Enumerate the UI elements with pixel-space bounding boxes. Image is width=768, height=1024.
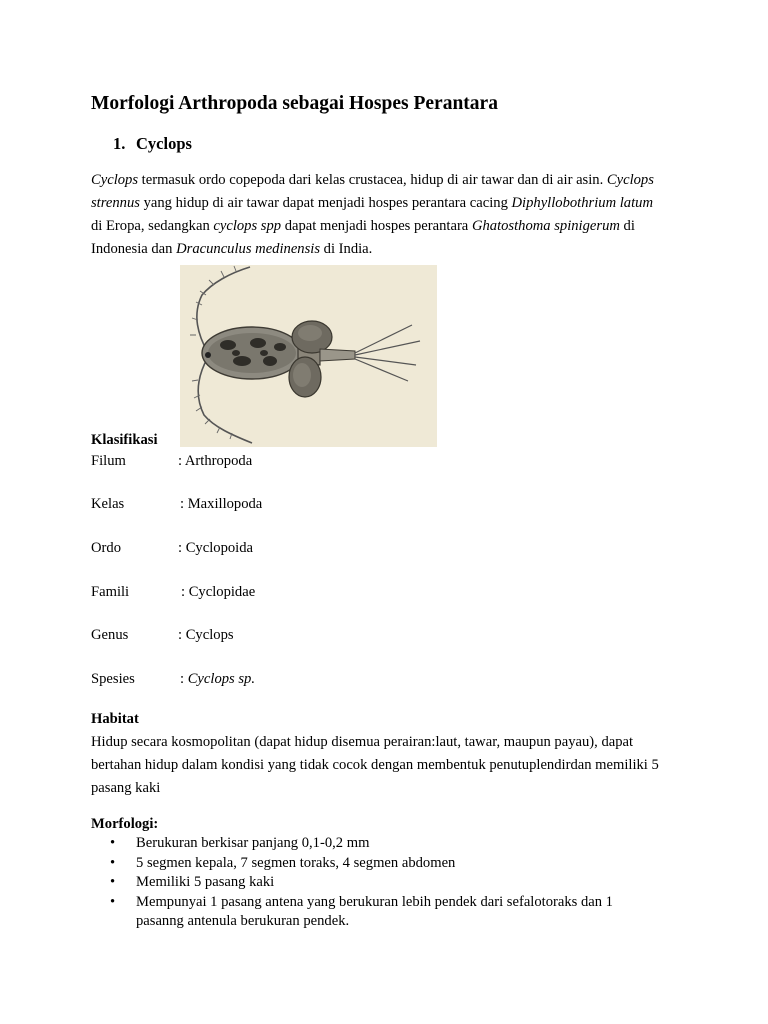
classification-value [180, 671, 255, 688]
bullet-icon: • [110, 854, 116, 871]
intro-line [91, 169, 691, 192]
italic-term: Diphyllobothrium latum [511, 195, 653, 211]
bullet-icon: • [110, 893, 116, 910]
intro-line [91, 215, 691, 238]
list-item [91, 854, 691, 874]
klasifikasi-heading: Klasifikasi [91, 432, 158, 448]
text-run: yang hidup di air tawar dapat menjadi hospes perantara cacing [139, 195, 512, 211]
list-item-text: 5 segmen kepala, 7 segmen toraks, 4 segmen abdomen [136, 854, 456, 871]
bullet-icon: • [110, 835, 116, 851]
cyclops-illustration-icon [180, 265, 437, 447]
classification-label: Ordo [91, 540, 121, 556]
classification-value: : Cyclopoida [178, 540, 253, 556]
italic-term: Ghatosthoma spinigerum [471, 218, 620, 234]
italic-term: Cyclops [606, 172, 654, 188]
text-run: di Eropa, sedangkan [91, 218, 214, 234]
habitat-line: pasang kaki [91, 780, 161, 796]
text-run: di India. [320, 241, 373, 257]
italic-term: cyclops spp [213, 218, 282, 234]
habitat-heading: Habitat [91, 711, 139, 727]
page-title: Morfologi Arthropoda sebagai Hospes Perantara [91, 93, 498, 114]
text-run: Indonesia dan [91, 241, 177, 257]
section-number: 1. [113, 134, 126, 153]
intro-line [91, 238, 691, 261]
list-item-text: pasanng antenula berukuran pendek. [136, 913, 350, 929]
text-run: di [619, 218, 635, 234]
italic-term: strennus [91, 195, 140, 211]
cyclops-figure [180, 265, 437, 447]
list-item [91, 893, 691, 932]
italic-term: Dracunculus medinensis [176, 241, 321, 257]
classification-label: Kelas [91, 496, 125, 512]
classification-label: Spesies [91, 671, 135, 687]
classification-value: : Cyclopidae [181, 584, 256, 600]
classification-value-prefix: : [180, 671, 188, 687]
classification-label: Filum [91, 453, 126, 469]
species-name: Cyclops sp. [187, 671, 255, 687]
list-item-text: Mempunyai 1 pasang antena yang berukuran lebih pendek dari sefalotoraks dan 1 [136, 893, 613, 910]
classification-value: : Arthropoda [178, 453, 253, 469]
italic-term: Cyclops [91, 172, 139, 188]
intro-line [91, 192, 691, 215]
habitat-line: Hidup secara kosmopolitan (dapat hidup disemua perairan:laut, tawar, maupun payau), dapat [91, 734, 634, 750]
list-item-text: Memiliki 5 pasang kaki [136, 874, 275, 890]
classification-value: : Maxillopoda [180, 496, 263, 512]
morfologi-heading: Morfologi: [91, 816, 159, 832]
text-run: dapat menjadi hospes perantara [281, 218, 472, 234]
habitat-paragraph [91, 731, 691, 800]
classification-label: Famili [91, 584, 130, 600]
text-run: termasuk ordo copepoda dari kelas crustacea, hidup di air tawar dan di air asin. [138, 172, 607, 188]
classification-value: : Cyclops [178, 627, 234, 643]
list-item [91, 834, 691, 854]
classification-label: Genus [91, 627, 129, 643]
section-heading [113, 134, 192, 154]
bullet-icon: • [110, 874, 116, 890]
list-item [91, 873, 691, 893]
intro-paragraph [91, 169, 691, 261]
morfologi-list [91, 834, 691, 932]
habitat-line: bertahan hidup dalam kondisi yang tidak cocok dengan membentuk penutuplendirdan memiliki 5 [91, 757, 659, 773]
section-label: Cyclops [136, 134, 192, 153]
list-item-text: Berukuran berkisar panjang 0,1-0,2 mm [136, 835, 370, 851]
